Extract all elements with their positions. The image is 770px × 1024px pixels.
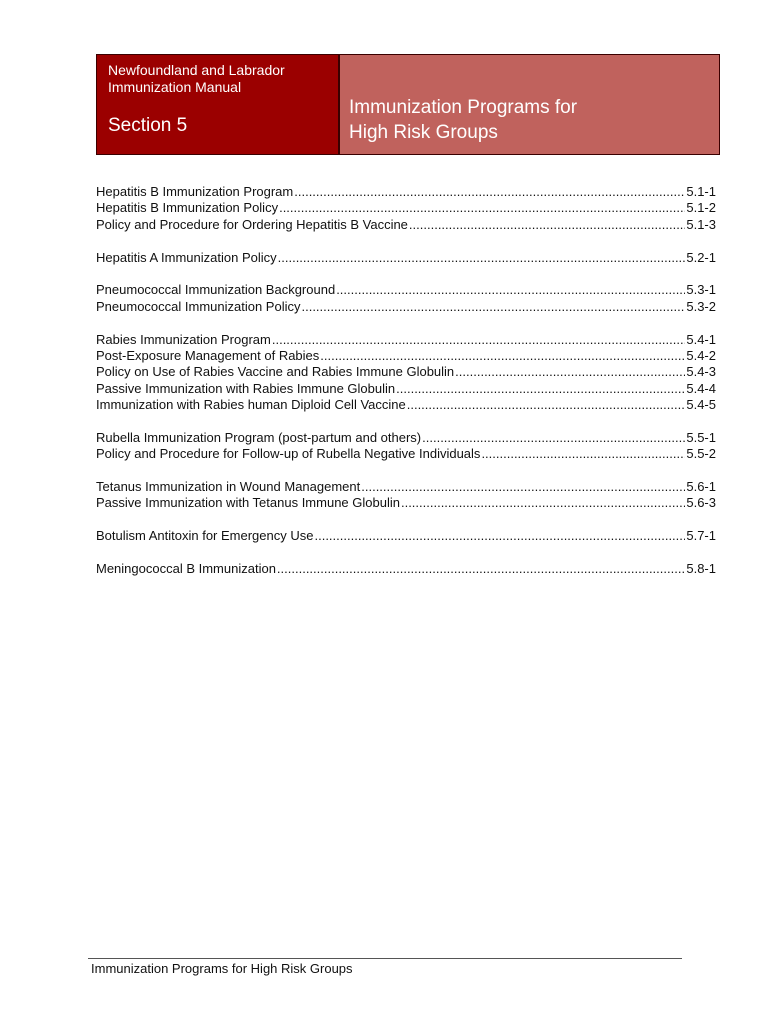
section-title-line-2: High Risk Groups — [349, 122, 498, 143]
toc-entry[interactable] — [96, 495, 720, 511]
toc-dot-leader — [320, 348, 685, 364]
toc-entry-title: Pneumococcal Immunization Background — [96, 282, 336, 298]
toc-group — [96, 561, 720, 577]
toc-entry-title: Immunization with Rabies human Diploid Cell Vaccine — [96, 397, 406, 413]
toc-dot-leader — [314, 528, 685, 544]
toc-entry-title: Hepatitis A Immunization Policy — [96, 249, 277, 265]
toc-entry[interactable] — [96, 299, 720, 315]
toc-entry-page: 5.8-1 — [686, 560, 716, 576]
toc-dot-leader — [294, 184, 685, 200]
toc-group — [96, 184, 720, 233]
toc-group — [96, 250, 720, 266]
toc-entry[interactable] — [96, 446, 720, 462]
toc-entry-page: 5.6-3 — [686, 495, 716, 511]
toc-entry-title: Hepatitis B Immunization Program — [96, 184, 294, 199]
toc-entry[interactable] — [96, 397, 720, 413]
toc-group — [96, 332, 720, 414]
toc-dot-leader — [422, 430, 685, 446]
toc-entry-title: Passive Immunization with Rabies Immune Globulin — [96, 380, 396, 396]
toc-entry-page: 5.4-4 — [686, 380, 716, 396]
toc-entry-page: 5.2-1 — [686, 249, 716, 265]
toc-entry-title: Tetanus Immunization in Wound Management — [96, 479, 361, 495]
toc-entry-title: Post-Exposure Management of Rabies — [96, 347, 320, 363]
toc-entry-page: 5.3-1 — [686, 282, 716, 298]
toc-entry[interactable] — [96, 430, 720, 446]
toc-dot-leader — [455, 364, 685, 380]
toc-dot-leader — [336, 282, 685, 298]
toc-entry[interactable] — [96, 479, 720, 495]
toc-entry-title: Hepatitis B Immunization Policy — [96, 200, 279, 216]
header-banner — [96, 54, 720, 155]
toc-entry-title: Botulism Antitoxin for Emergency Use — [96, 528, 314, 544]
toc-dot-leader — [396, 381, 685, 397]
toc-entry-title: Pneumococcal Immunization Policy — [96, 298, 301, 314]
toc-entry-title: Rubella Immunization Program (post-partum and others) — [96, 429, 422, 445]
toc-dot-leader — [278, 250, 686, 266]
toc-entry-page: 5.1-1 — [686, 184, 716, 199]
toc-dot-leader — [279, 200, 685, 216]
toc-dot-leader — [407, 397, 686, 413]
toc-entry-page: 5.5-2 — [686, 446, 716, 462]
toc-entry[interactable] — [96, 528, 720, 544]
table-of-contents — [96, 184, 720, 594]
toc-group — [96, 430, 720, 463]
manual-name: Immunization Manual — [108, 79, 242, 95]
toc-entry-title: Policy on Use of Rabies Vaccine and Rabies Immune Globulin — [96, 364, 455, 380]
toc-entry-page: 5.4-5 — [686, 397, 716, 413]
toc-entry-title: Rabies Immunization Program — [96, 331, 271, 347]
toc-entry-page: 5.5-1 — [686, 429, 716, 445]
toc-entry-title: Passive Immunization with Tetanus Immune Globulin — [96, 495, 400, 511]
section-title-line-1: Immunization Programs for — [349, 97, 578, 118]
toc-entry-page: 5.1-2 — [686, 200, 716, 216]
toc-dot-leader — [361, 479, 685, 495]
toc-entry-title: Policy and Procedure for Ordering Hepatitis B Vaccine — [96, 216, 408, 232]
toc-entry-page: 5.1-3 — [686, 216, 716, 232]
toc-entry[interactable] — [96, 200, 720, 216]
toc-entry-title: Meningococcal B Immunization — [96, 560, 276, 576]
toc-dot-leader — [401, 495, 685, 511]
footer-divider — [88, 958, 682, 959]
toc-dot-leader — [272, 332, 686, 348]
toc-entry[interactable] — [96, 348, 720, 364]
toc-dot-leader — [301, 299, 685, 315]
manual-org-name: Newfoundland and Labrador — [108, 62, 285, 78]
toc-group — [96, 479, 720, 512]
toc-entry-page: 5.7-1 — [686, 528, 716, 544]
toc-entry[interactable] — [96, 332, 720, 348]
toc-entry-page: 5.6-1 — [686, 479, 716, 495]
toc-entry-page: 5.3-2 — [686, 298, 716, 314]
toc-entry[interactable] — [96, 561, 720, 577]
section-number: Section 5 — [108, 115, 188, 136]
toc-entry[interactable] — [96, 282, 720, 298]
toc-entry-title: Policy and Procedure for Follow-up of Rubella Negative Individuals — [96, 446, 481, 462]
toc-group — [96, 282, 720, 315]
header-left-panel — [97, 55, 340, 154]
toc-dot-leader — [481, 446, 685, 462]
toc-group — [96, 528, 720, 544]
header-right-panel — [340, 55, 719, 154]
toc-entry-page: 5.4-1 — [686, 331, 716, 347]
toc-entry-page: 5.4-2 — [686, 347, 716, 363]
toc-dot-leader — [277, 561, 685, 577]
toc-entry[interactable] — [96, 184, 720, 200]
footer-title: Immunization Programs for High Risk Groups — [91, 961, 353, 976]
toc-entry[interactable] — [96, 217, 720, 233]
toc-entry[interactable] — [96, 381, 720, 397]
toc-entry[interactable] — [96, 364, 720, 380]
toc-dot-leader — [409, 217, 685, 233]
toc-entry-page: 5.4-3 — [686, 364, 716, 380]
toc-entry[interactable] — [96, 250, 720, 266]
